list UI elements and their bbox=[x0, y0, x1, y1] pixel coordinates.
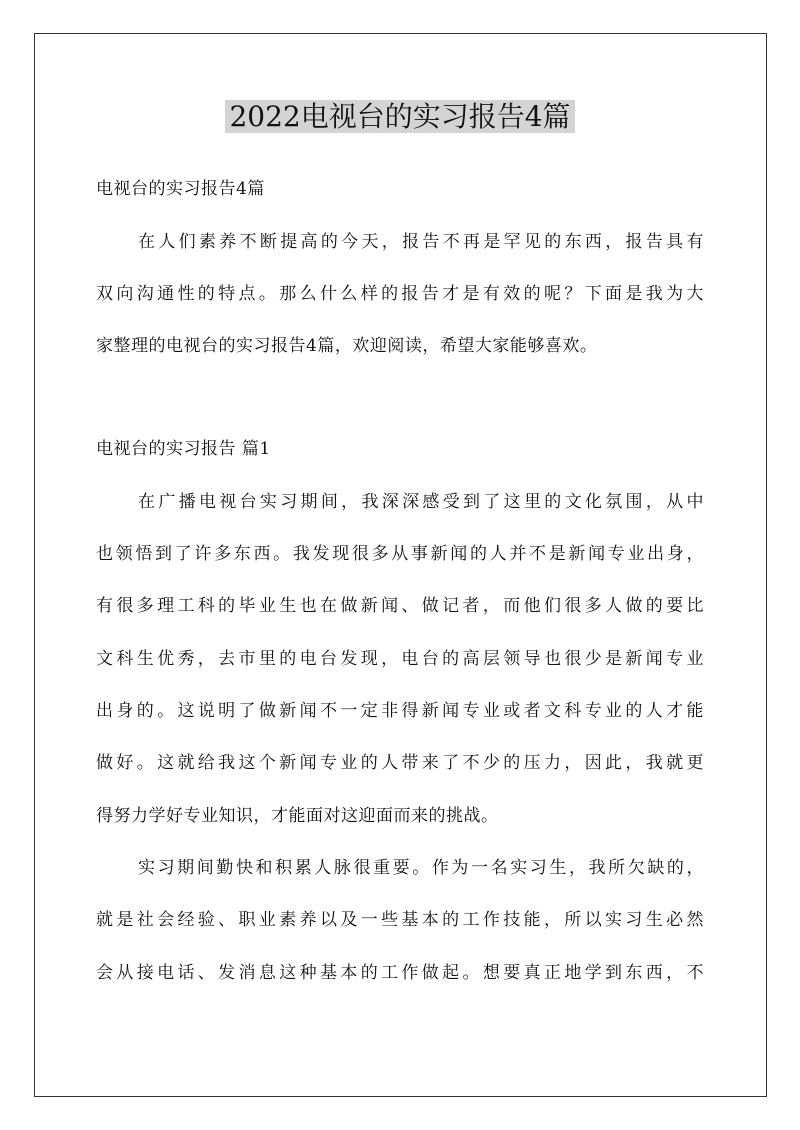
document-subtitle: 电视台的实习报告4篇 bbox=[96, 179, 265, 199]
paragraph-line: 有很多理工科的毕业生也在做新闻、做记者，而他们很多人做的要比 bbox=[96, 596, 704, 616]
paragraph-line: 文科生优秀，去市里的电台发现，电台的高层领导也很少是新闻专业 bbox=[96, 649, 704, 669]
intro-line: 家整理的电视台的实习报告4篇，欢迎阅读，希望大家能够喜欢。 bbox=[96, 336, 598, 356]
intro-line: 双向沟通性的特点。那么什么样的报告才是有效的呢？下面是我为大 bbox=[96, 284, 704, 304]
paragraph-line: 也领悟到了许多东西。我发现很多从事新闻的人并不是新闻专业出身， bbox=[96, 544, 704, 564]
paragraph-line: 会从接电话、发消息这种基本的工作做起。想要真正地学到东西，不 bbox=[96, 963, 704, 983]
paragraph-line: 实习期间勤快和积累人脉很重要。作为一名实习生，我所欠缺的， bbox=[138, 858, 704, 878]
document-title: 2022电视台的实习报告4篇 bbox=[0, 97, 800, 137]
paragraph-line: 出身的。这说明了做新闻不一定非得新闻专业或者文科专业的人才能 bbox=[96, 701, 704, 721]
paragraph-line: 得努力学好专业知识，才能面对这迎面而来的挑战。 bbox=[96, 806, 499, 826]
paragraph-line: 做好。这就给我这个新闻专业的人带来了不少的压力，因此，我就更 bbox=[96, 753, 704, 773]
paragraph-line: 在广播电视台实习期间，我深深感受到了这里的文化氛围，从中 bbox=[138, 492, 704, 512]
intro-line: 在人们素养不断提高的今天，报告不再是罕见的东西，报告具有 bbox=[138, 232, 704, 252]
section-heading: 电视台的实习报告 篇1 bbox=[96, 439, 271, 459]
paragraph-line: 就是社会经验、职业素养以及一些基本的工作技能，所以实习生必然 bbox=[96, 910, 704, 930]
